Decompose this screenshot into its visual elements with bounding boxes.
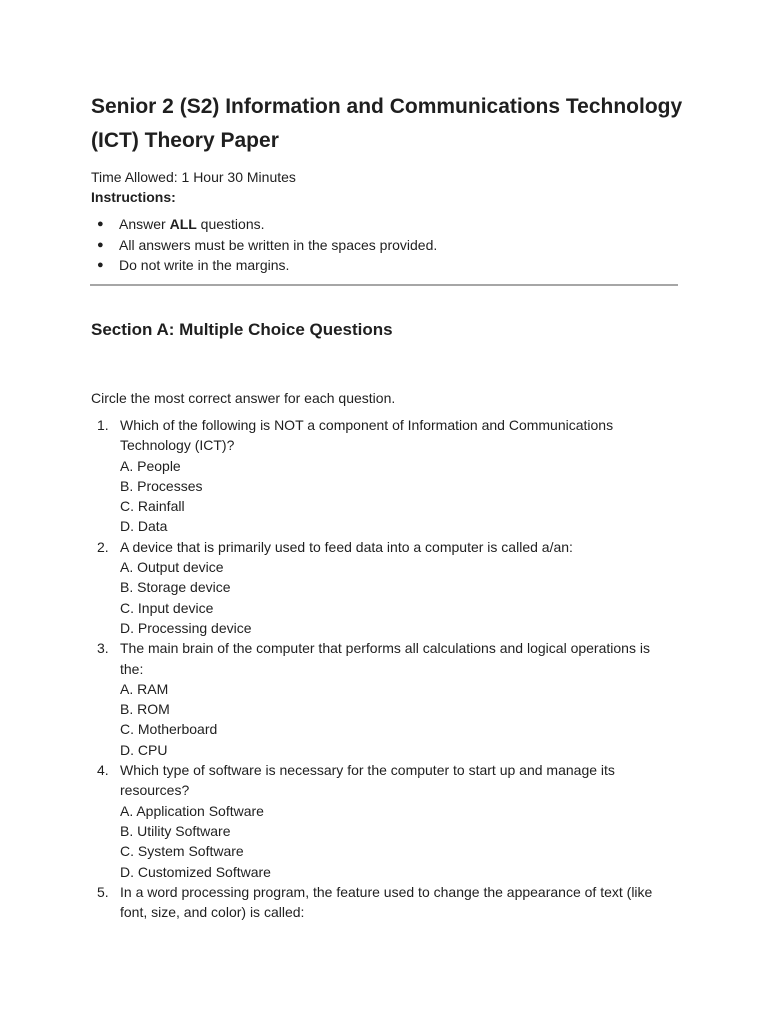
question-number: 4. bbox=[97, 762, 109, 779]
answer-option[interactable]: C. Motherboard bbox=[120, 721, 218, 738]
answer-option[interactable]: A. Output device bbox=[120, 559, 224, 576]
answer-option[interactable]: C. Input device bbox=[120, 599, 214, 616]
instruction-text: All answers must be written in the spaces provided. bbox=[119, 236, 438, 253]
bullet-icon: ● bbox=[97, 238, 104, 251]
instructions-label: Instructions: bbox=[91, 189, 176, 205]
answer-option[interactable]: A. RAM bbox=[120, 680, 169, 697]
answer-option[interactable]: B. Utility Software bbox=[120, 822, 231, 839]
answer-option[interactable]: B. Processes bbox=[120, 477, 203, 494]
question-text: Which of the following is NOT a component of Information and Communications Technology (ICT)? bbox=[120, 417, 614, 454]
section-divider bbox=[90, 284, 678, 286]
question-text: A device that is primarily used to feed data into a computer is called a/an: bbox=[120, 538, 573, 555]
question-text: The main brain of the computer that performs all calculations and logical operations is the: bbox=[120, 640, 650, 677]
instruction-item bbox=[91, 214, 437, 235]
instructions-list bbox=[91, 214, 437, 276]
question-number: 5. bbox=[97, 883, 109, 900]
bullet-icon: ● bbox=[97, 218, 104, 230]
answer-option[interactable]: B. Storage device bbox=[120, 579, 231, 596]
question-item bbox=[91, 882, 671, 923]
instruction-text-end: questions. bbox=[196, 216, 265, 232]
answer-option[interactable]: C. System Software bbox=[120, 843, 244, 860]
section-direction: Circle the most correct answer for each question. bbox=[91, 390, 396, 406]
question-number: 3. bbox=[97, 640, 109, 657]
question-item bbox=[91, 638, 671, 760]
answer-option[interactable]: D. Customized Software bbox=[120, 863, 271, 880]
answer-option[interactable]: A. Application Software bbox=[120, 802, 264, 819]
question-number: 2. bbox=[97, 538, 109, 555]
instruction-text: Answer bbox=[119, 216, 170, 232]
question-item bbox=[91, 537, 671, 638]
answer-option[interactable]: A. People bbox=[120, 457, 181, 474]
answer-option[interactable]: D. CPU bbox=[120, 741, 168, 758]
question-item bbox=[91, 760, 671, 882]
answer-option[interactable]: B. ROM bbox=[120, 701, 170, 718]
question-text: In a word processing program, the feature used to change the appearance of text (like font, size, and color) is called: bbox=[120, 883, 653, 921]
instruction-item bbox=[91, 255, 437, 276]
question-number: 1. bbox=[97, 417, 109, 433]
question-item bbox=[91, 415, 671, 537]
instruction-item bbox=[91, 235, 437, 256]
bullet-icon: ● bbox=[97, 259, 104, 272]
time-allowed: Time Allowed: 1 Hour 30 Minutes bbox=[91, 169, 296, 185]
instruction-text: Do not write in the margins. bbox=[119, 257, 290, 274]
questions-list bbox=[91, 415, 671, 922]
answer-option[interactable]: D. Data bbox=[120, 518, 168, 535]
page-title: Senior 2 (S2) Information and Communications Technology (ICT) Theory Paper bbox=[91, 95, 683, 152]
section-title: Section A: Multiple Choice Questions bbox=[91, 320, 393, 339]
answer-option[interactable]: D. Processing device bbox=[120, 619, 252, 636]
answer-option[interactable]: C. Rainfall bbox=[120, 498, 185, 515]
instruction-emphasis: ALL bbox=[169, 216, 197, 232]
question-text: Which type of software is necessary for the computer to start up and manage its resources? bbox=[120, 762, 615, 799]
exam-meta bbox=[91, 167, 691, 207]
